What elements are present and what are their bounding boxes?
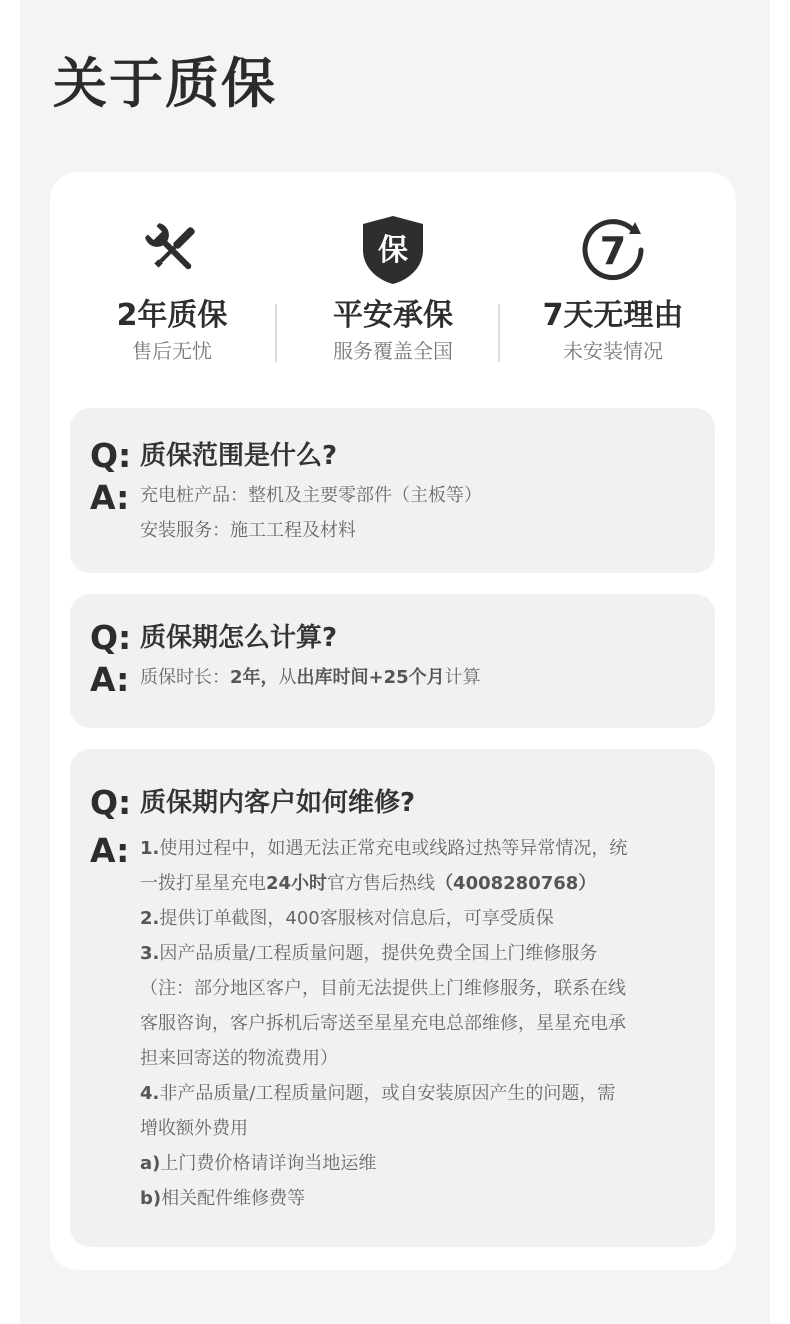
feature-warranty (60, 212, 284, 366)
seven-glyph: 7 (599, 229, 627, 273)
qa-box-period (70, 594, 715, 728)
answer-line: 一拨打星星充电24小时官方售后热线（4008280768） (140, 873, 597, 894)
shield-glyph: 保 (378, 233, 408, 268)
page-title: 关于质保 (53, 52, 277, 115)
feature-subtitle: 售后无忧 (132, 339, 212, 363)
feature-title: 平安承保 (333, 298, 453, 333)
q-label: Q: (90, 783, 132, 822)
divider (275, 304, 277, 362)
answer-line: 质保时长：2年，从出库时间+25个月计算 (140, 667, 481, 688)
answer-line: （注：部分地区客户，目前无法提供上门维修服务，联系在线 (140, 978, 626, 999)
question-text: 质保期内客户如何维修? (140, 788, 416, 818)
qa-box-scope (70, 408, 715, 573)
answer-line: 增收额外费用 (140, 1118, 248, 1139)
feature-seven-day (501, 212, 725, 366)
answer-line: 安装服务：施工工程及材料 (140, 520, 356, 541)
feature-title: 2年质保 (116, 298, 228, 333)
a-label: A: (90, 831, 130, 870)
q-label: Q: (90, 436, 132, 475)
a-label: A: (90, 660, 130, 699)
seven-day-circle-icon (501, 212, 725, 288)
feature-row (50, 212, 736, 372)
answer-line: b)相关配件维修费等 (140, 1188, 306, 1209)
answer-line: 4.非产品质量/工程质量问题，或自安装原因产生的问题，需 (140, 1083, 616, 1104)
divider (498, 304, 500, 362)
question-row (90, 618, 337, 658)
shield-bao-icon (281, 212, 505, 288)
answer-line: 2.提供订单截图，400客服核对信息后，可享受质保 (140, 908, 554, 929)
feature-subtitle: 未安装情况 (563, 339, 663, 363)
feature-subtitle: 服务覆盖全国 (333, 339, 453, 363)
answer-line: 1.使用过程中，如遇无法正常充电或线路过热等异常情况，统 (140, 838, 628, 859)
question-row (90, 783, 415, 823)
qa-box-repair (70, 749, 715, 1247)
answer-line: 充电桩产品：整机及主要零部件（主板等） (140, 485, 482, 506)
feature-insurance (281, 212, 505, 366)
page-background (20, 0, 770, 1324)
answer-line: 担来回寄送的物流费用） (140, 1048, 338, 1069)
answer-line: 客服咨询，客户拆机后寄送至星星充电总部维修，星星充电承 (140, 1013, 626, 1034)
q-label: Q: (90, 618, 132, 657)
question-text: 质保期怎么计算? (140, 623, 338, 653)
question-text: 质保范围是什么? (140, 441, 338, 471)
question-row (90, 436, 337, 476)
wrench-screwdriver-icon (60, 212, 284, 288)
feature-title: 7天无理由 (542, 298, 684, 333)
warranty-card (50, 172, 736, 1270)
answer-line: 3.因产品质量/工程质量问题，提供免费全国上门维修服务 (140, 943, 598, 964)
a-label: A: (90, 478, 130, 517)
answer-line: a)上门费价格请详询当地运维 (140, 1153, 377, 1174)
